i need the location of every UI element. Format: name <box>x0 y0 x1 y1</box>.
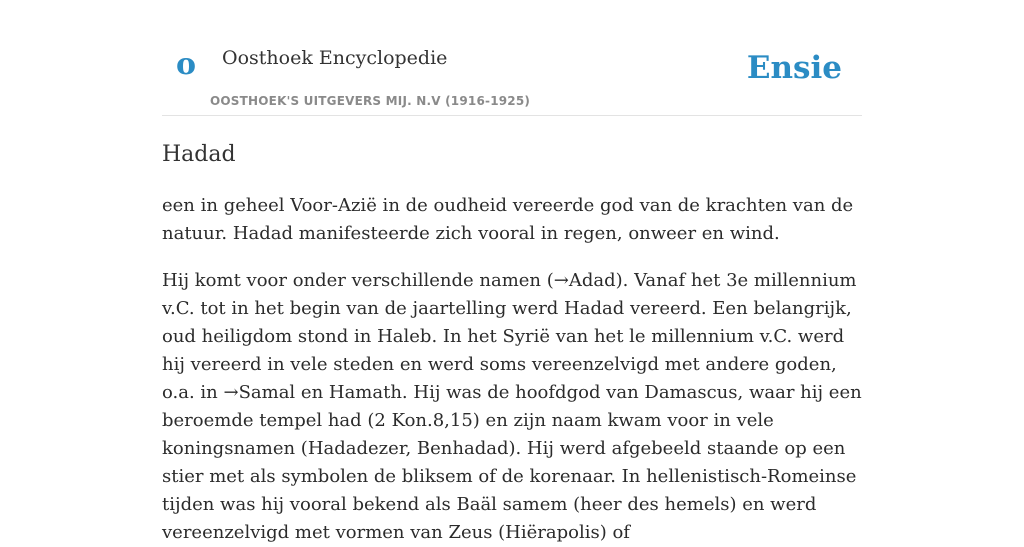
site-title[interactable]: Oosthoek Encyclopedie <box>222 47 448 69</box>
article-title: Hadad <box>162 142 236 167</box>
ensie-brand-logo[interactable]: Ensie <box>746 50 842 86</box>
article-paragraph-2: Hij komt voor onder verschillende namen (→Adad). Vanaf het 3e millennium v.C. tot in het begin van de jaartelling werd Hadad vereerd. Een belangrijk, oud heiligdom stond in Haleb. In het Syrië van het le millennium v.C. werd hij vereerd in vele steden en werd soms vereenzelvigd met andere goden, o.a. in →Samal en Hamath. Hij was de hoofdgod van Damascus, waar hij een beroemde tempel had (2 Kon.8,15) en zijn naam kwam voor in vele koningsnamen (Hadadezer, Benhadad). Hij werd afgebeeld staande op een stier met als symbolen de bliksem of de korenaar. In hellenistisch-Romeinse tijden was hij vooral bekend als Baäl samem (heer des hemels) en werd vereenzelvigd met vormen van Zeus (Hiërapolis) of <box>162 270 862 544</box>
site-header <box>162 0 862 116</box>
publisher-subtitle: OOSTHOEK'S UITGEVERS MIJ. N.V (1916-1925) <box>210 94 531 108</box>
article-body <box>162 142 862 547</box>
oosthoek-logo[interactable]: o <box>176 47 197 82</box>
article-paragraph-1: een in geheel Voor-Azië in de oudheid vereerde god van de krachten van de natuur. Hadad manifesteerde zich vooral in regen, onweer en wind. <box>162 195 854 245</box>
page-container <box>162 0 862 547</box>
